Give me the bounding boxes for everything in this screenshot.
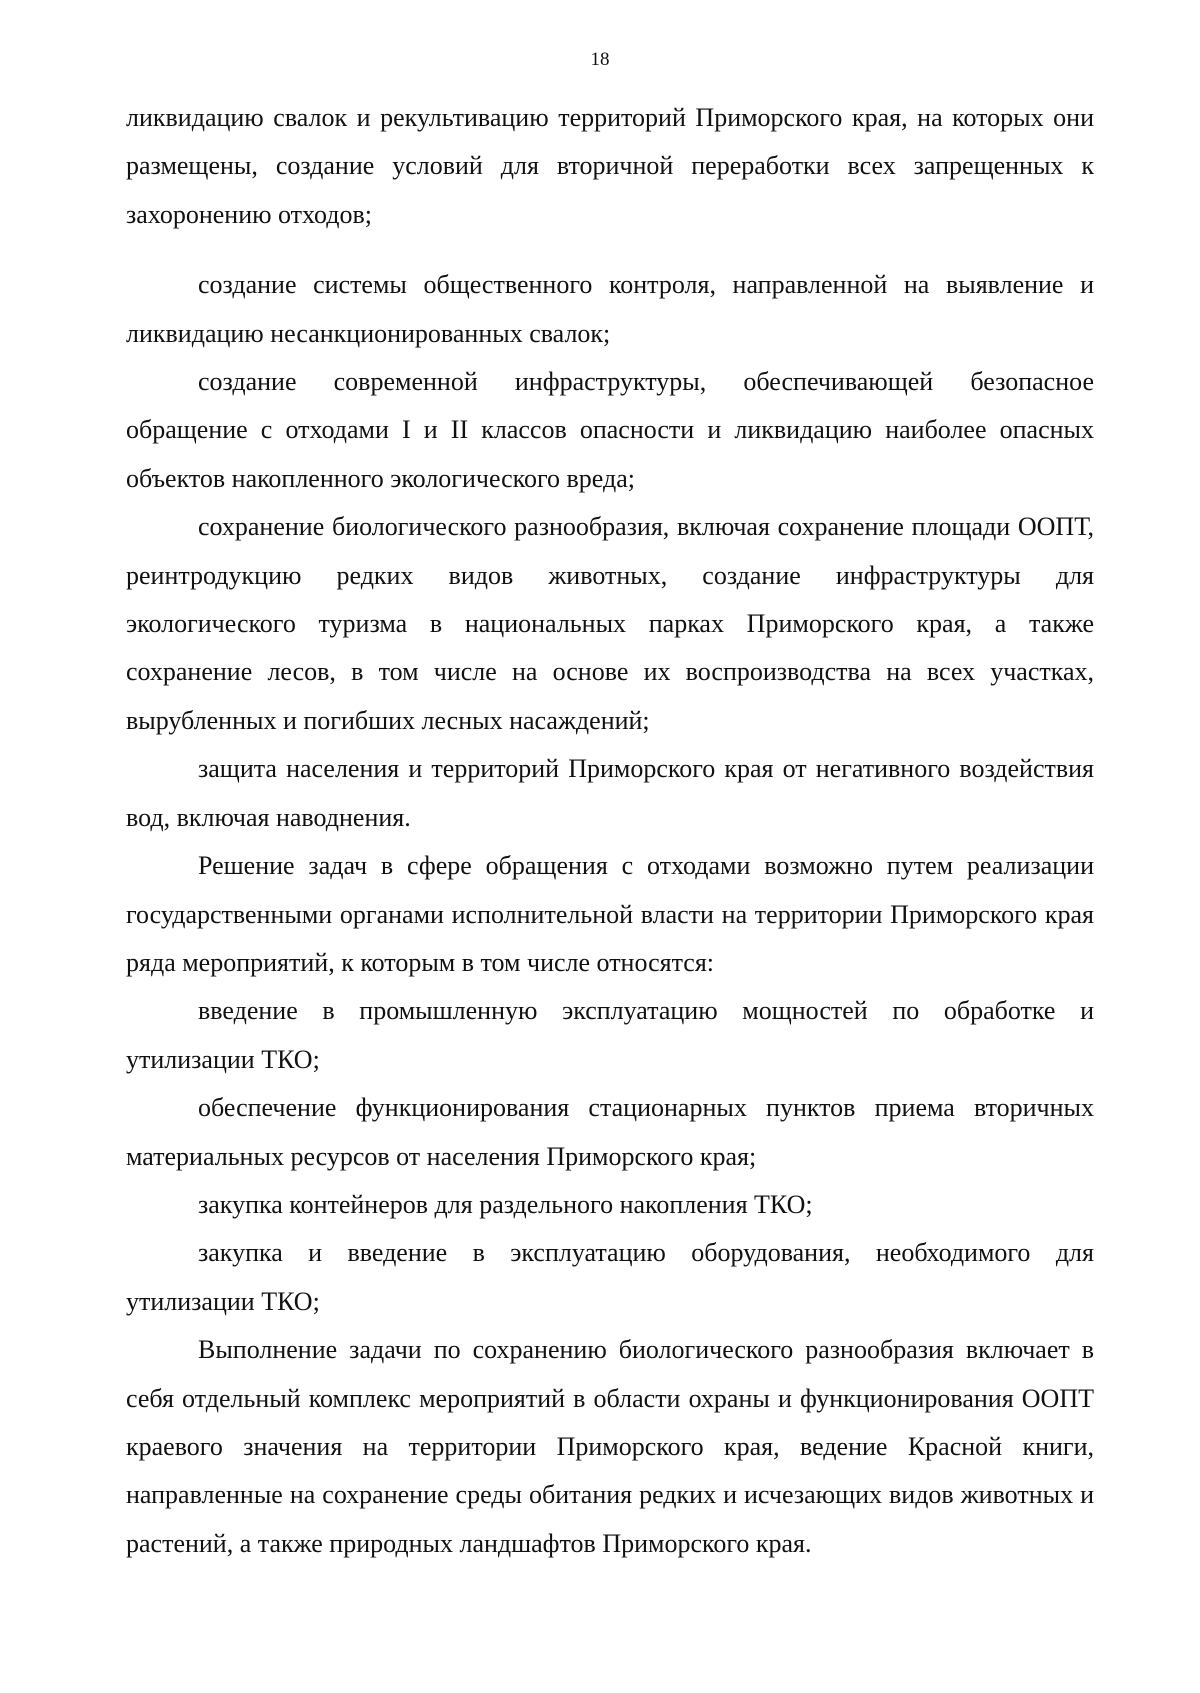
paragraph: защита населения и территорий Приморского края от негативного воздействия вод, включая наводнения. xyxy=(126,754,1094,832)
paragraph: закупка контейнеров для раздельного накопления ТКО; xyxy=(198,1189,813,1219)
paragraph: закупка и введение в эксплуатацию оборудования, необходимого для утилизации ТКО; xyxy=(126,1238,1094,1316)
paragraph: сохранение биологического разнообразия, включая сохранение площади ООПТ, реинтродукцию редких видов животных, создание инфраструктуры для экологического туризма в национальных парках Приморского края, а также сохранение лесов, в том числе на основе их воспроизводства на всех участках, вырубленных и погибших лесных насаждений; xyxy=(126,512,1094,735)
paragraph: создание современной инфраструктуры, обеспечивающей безопасное обращение с отходами I и II классов опасности и ликвидацию наиболее опасных объектов накопленного экологического вреда; xyxy=(126,367,1094,493)
page-number: 18 xyxy=(590,49,610,70)
document-body xyxy=(126,94,1094,1568)
paragraph: создание системы общественного контроля, направленной на выявление и ликвидацию несанкционированных свалок; xyxy=(126,270,1094,348)
paragraph-gap xyxy=(126,239,1094,261)
paragraph: введение в промышленную эксплуатацию мощностей по обработке и утилизации ТКО; xyxy=(126,996,1094,1074)
paragraph: Решение задач в сфере обращения с отходами возможно путем реализации государственными органами исполнительной власти на территории Приморского края ряда мероприятий, к которым в том числе относятся: xyxy=(126,851,1094,977)
paragraph: обеспечение функционирования стационарных пунктов приема вторичных материальных ресурсов от населения Приморского края; xyxy=(126,1093,1094,1171)
paragraph: Выполнение задачи по сохранению биологического разнообразия включает в себя отдельный комплекс мероприятий в области охраны и функционирования ООПТ краевого значения на территории Приморского края, ведение Красной книги, направленные на сохранение среды обитания редких и исчезающих видов животных и растений, а также природных ландшафтов Приморского края. xyxy=(126,1335,1094,1558)
paragraph-continuation: ликвидацию свалок и рекультивацию территорий Приморского края, на которых они размещены, создание условий для вторичной переработки всех запрещенных к захоронению отходов; xyxy=(126,103,1094,229)
